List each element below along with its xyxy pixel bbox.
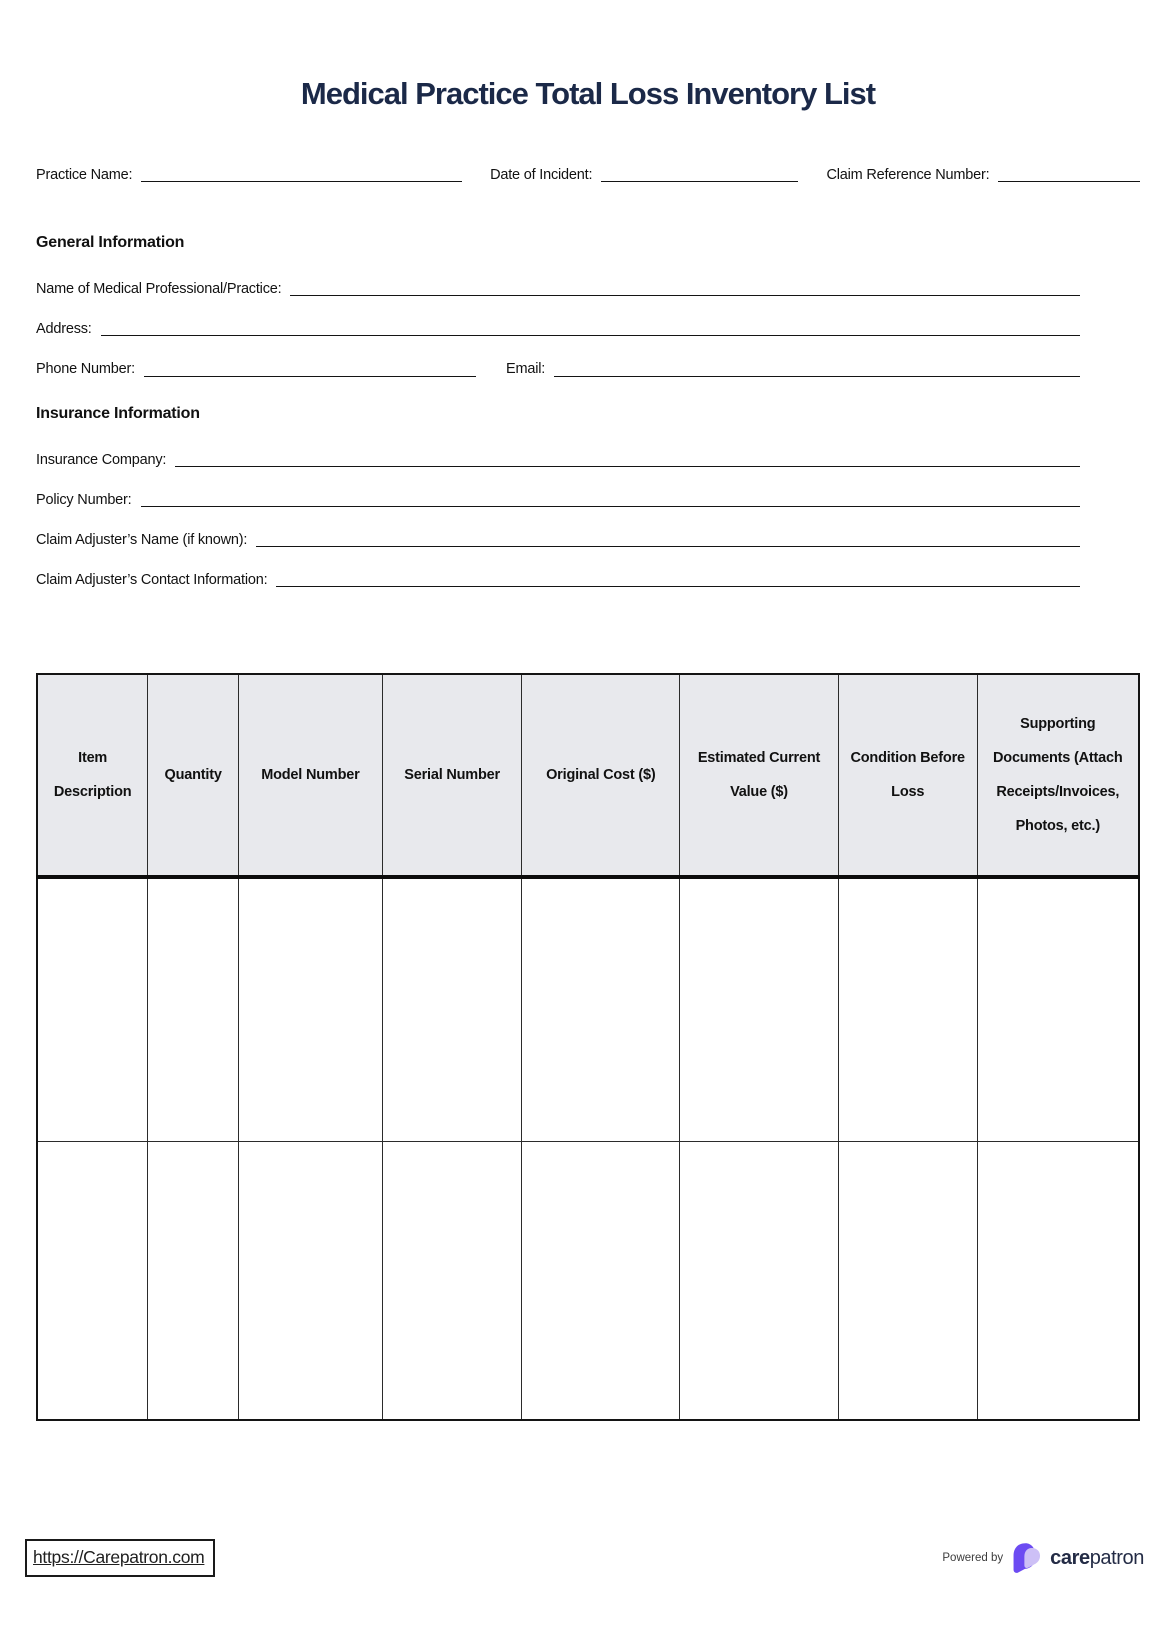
phone-number-label: Phone Number: xyxy=(36,361,135,378)
table-cell[interactable] xyxy=(977,877,1139,1141)
practice-name-blank-line[interactable] xyxy=(141,180,462,182)
carepatron-logo-icon xyxy=(1012,1542,1041,1574)
powered-by-brand xyxy=(942,1542,1144,1574)
table-cell[interactable] xyxy=(838,877,977,1141)
email-field xyxy=(506,360,1080,378)
table-cell[interactable] xyxy=(382,877,522,1141)
footer-link-box xyxy=(25,1539,215,1577)
professional-name-field xyxy=(36,280,1080,298)
claim-reference-label: Claim Reference Number: xyxy=(826,167,990,183)
insurance-company-label: Insurance Company: xyxy=(36,451,167,468)
date-of-incident-label: Date of Incident: xyxy=(490,167,593,183)
column-header-condition-before-loss: Condition Before Loss xyxy=(838,674,977,877)
column-header-quantity: Quantity xyxy=(148,674,239,877)
address-field xyxy=(36,320,1080,338)
phone-email-row xyxy=(36,360,1080,378)
date-of-incident-field xyxy=(490,166,798,184)
table-cell[interactable] xyxy=(522,1141,680,1420)
adjuster-name-field xyxy=(36,531,1080,549)
policy-number-blank-line[interactable] xyxy=(141,505,1080,507)
table-cell[interactable] xyxy=(37,1141,148,1420)
table-cell[interactable] xyxy=(680,877,839,1141)
adjuster-name-blank-line[interactable] xyxy=(256,545,1080,547)
email-label: Email: xyxy=(506,361,546,378)
column-header-serial-number: Serial Number xyxy=(382,674,522,877)
table-cell[interactable] xyxy=(382,1141,522,1420)
top-fields-row xyxy=(36,166,1140,184)
professional-name-blank-line[interactable] xyxy=(290,294,1080,296)
table-cell[interactable] xyxy=(680,1141,839,1420)
form-content xyxy=(36,234,1080,589)
email-blank-line[interactable] xyxy=(554,375,1080,377)
phone-number-field xyxy=(36,360,476,378)
column-header-estimated-current-value: Estimated Current Value ($) xyxy=(680,674,839,877)
table-cell[interactable] xyxy=(522,877,680,1141)
carepatron-wordmark xyxy=(1050,1547,1144,1570)
address-label: Address: xyxy=(36,321,92,338)
phone-number-blank-line[interactable] xyxy=(144,375,476,377)
wordmark-care: care xyxy=(1050,1546,1090,1569)
table-cell[interactable] xyxy=(838,1141,977,1420)
professional-name-label: Name of Medical Professional/Practice: xyxy=(36,281,282,298)
table-row xyxy=(37,877,1139,1141)
column-header-original-cost: Original Cost ($) xyxy=(522,674,680,877)
adjuster-name-label: Claim Adjuster’s Name (if known): xyxy=(36,531,248,548)
address-blank-line[interactable] xyxy=(101,334,1080,336)
powered-by-label: Powered by xyxy=(942,1552,1004,1564)
inventory-table-header xyxy=(37,674,1139,877)
general-information-heading: General Information xyxy=(36,234,185,252)
table-cell[interactable] xyxy=(239,877,383,1141)
page-footer xyxy=(33,1539,1144,1577)
adjuster-contact-label: Claim Adjuster’s Contact Information: xyxy=(36,571,268,588)
column-header-supporting-documents: Supporting Documents (Attach Receipts/Invoices, Photos, etc.) xyxy=(977,674,1139,877)
policy-number-label: Policy Number: xyxy=(36,491,132,508)
claim-reference-field xyxy=(826,166,1140,184)
carepatron-link[interactable]: https://Carepatron.com xyxy=(33,1547,205,1567)
policy-number-field xyxy=(36,491,1080,509)
wordmark-patron: patron xyxy=(1089,1546,1144,1569)
table-cell[interactable] xyxy=(37,877,148,1141)
practice-name-field xyxy=(36,166,462,184)
table-cell[interactable] xyxy=(148,877,239,1141)
adjuster-contact-blank-line[interactable] xyxy=(276,585,1080,587)
insurance-company-blank-line[interactable] xyxy=(175,465,1080,467)
date-of-incident-blank-line[interactable] xyxy=(601,180,798,182)
column-header-item-description: Item Description xyxy=(37,674,148,877)
column-header-model-number: Model Number xyxy=(239,674,383,877)
table-cell[interactable] xyxy=(239,1141,383,1420)
adjuster-contact-field xyxy=(36,571,1080,589)
insurance-information-heading: Insurance Information xyxy=(36,404,200,422)
table-cell[interactable] xyxy=(148,1141,239,1420)
insurance-company-field xyxy=(36,451,1080,469)
inventory-table xyxy=(36,673,1140,1421)
table-row xyxy=(37,1141,1139,1420)
table-cell[interactable] xyxy=(977,1141,1139,1420)
page-title: Medical Practice Total Loss Inventory List xyxy=(300,76,876,111)
claim-reference-blank-line[interactable] xyxy=(998,180,1140,182)
practice-name-label: Practice Name: xyxy=(36,167,133,183)
